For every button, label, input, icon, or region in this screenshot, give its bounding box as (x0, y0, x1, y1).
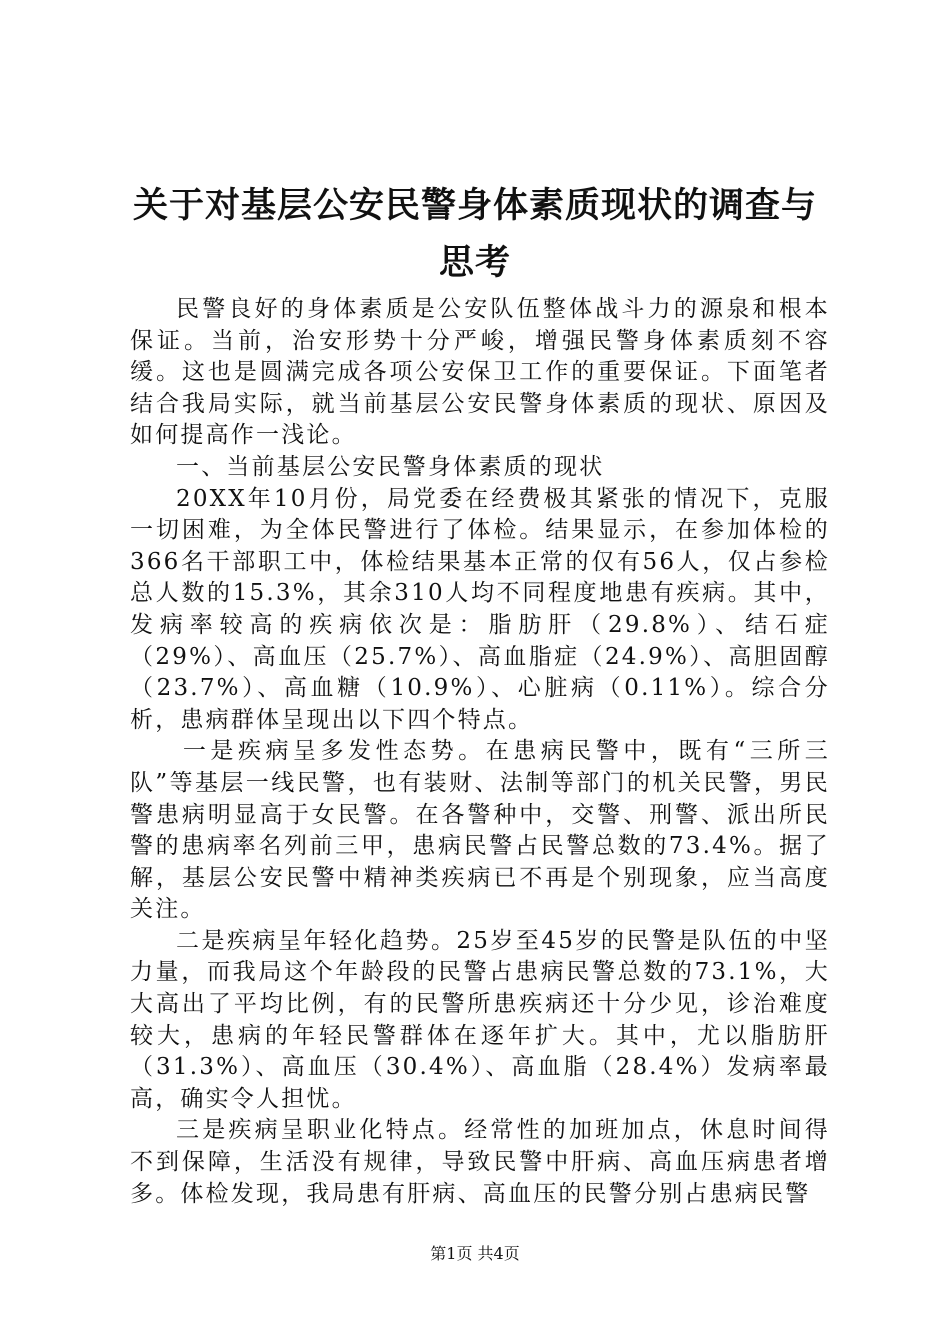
section-heading: 一、当前基层公安民警身体素质的现状 (176, 453, 605, 480)
paragraph-checkup-results: 20XX年10月份，局党委在经费极其紧张的情况下，克服一切困难，为全体民警进行了体检。结果显示，在参加体检的366名干部职工中，体检结果基本正常的仅有56人，仅占参检总人数的15.3%，其余310人均不同程度地患有疾病。其中，发病率较高的疾病依次是：脂肪肝（29.8%）、结石症（29%）、高血压（25.7%）、高血脂症（24.9%）、高胆固醇（23.7%）、高血糖（10.9%）、心脏病（0.11%）。综合分析，患病群体呈现出以下四个特点。 (130, 485, 830, 733)
paragraph-feature-one: 一是疾病呈多发性态势。在患病民警中，既有“三所三队”等基层一线民警，也有装财、法制等部门的机关民警，男民警患病明显高于女民警。在各警种中，交警、刑警、派出所民警的患病率名列前三甲，患病民警占民警总数的73.4%。据了解，基层公安民警中精神类疾病已不再是个别现象，应当高度关注。 (130, 738, 830, 923)
document-body (130, 294, 830, 1210)
paragraph-feature-three: 三是疾病呈职业化特点。经常性的加班加点，休息时间得不到保障，生活没有规律，导致民警中肝病、高血压病患者增多。体检发现，我局患有肝病、高血压的民警分别占患病民警 (130, 1117, 830, 1207)
document-title: 关于对基层公安民警身体素质现状的调查与思考 (132, 186, 817, 283)
paragraph-intro: 民警良好的身体素质是公安队伍整体战斗力的源泉和根本保证。当前，治安形势十分严峻，增强民警身体素质刻不容缓。这也是圆满完成各项公安保卫工作的重要保证。下面笔者结合我局实际，就当前基层公安民警身体素质的现状、原因及如何提高作一浅论。 (130, 296, 830, 449)
paragraph-feature-two: 二是疾病呈年轻化趋势。25岁至45岁的民警是队伍的中坚力量，而我局这个年龄段的民警占患病民警总数的73.1%，大大高出了平均比例，有的民警所患疾病还十分少见，诊治难度较大，患病的年轻民警群体在逐年扩大。其中，尤以脂肪肝（31.3%）、高血压（30.4%）、高血脂（28.4%）发病率最高，确实令人担忧。 (130, 927, 830, 1112)
page-footer: 第1页 共4页 (430, 1244, 520, 1263)
